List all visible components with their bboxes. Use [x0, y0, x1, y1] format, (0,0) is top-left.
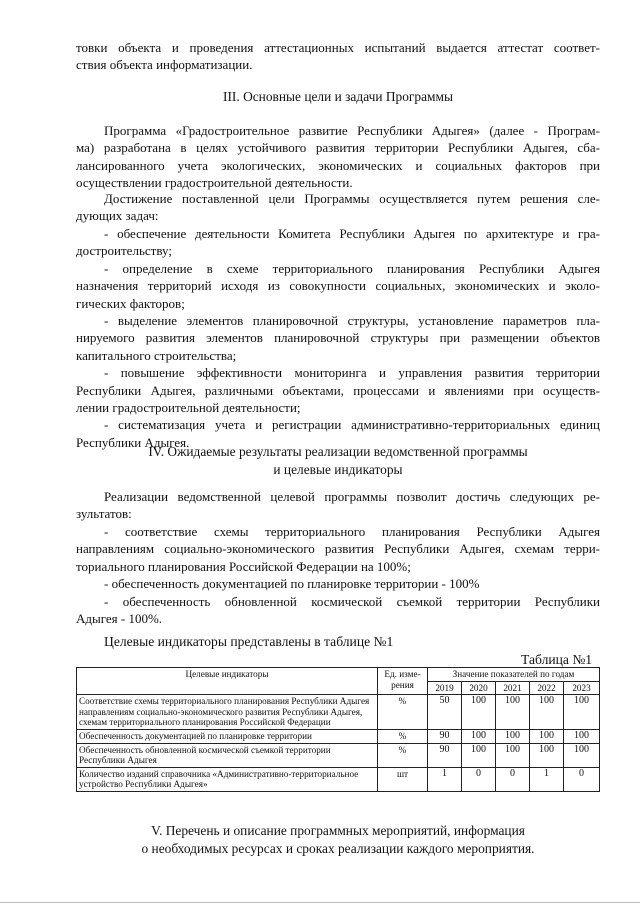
indicator-value: 0 — [564, 767, 600, 791]
indicator-value: 100 — [564, 729, 600, 743]
section-3-title-text: III. Основные цели и задачи Программы — [223, 89, 453, 104]
indicator-value: 0 — [462, 767, 496, 791]
indicators-table — [76, 667, 600, 792]
list-item: - выделение элементов планировочной структуры, установление параметров пла- — [104, 313, 600, 329]
text-line: достроительству; — [76, 243, 172, 259]
indicator-value: 0 — [496, 767, 530, 791]
table-header-row — [77, 668, 600, 682]
header-year: 2022 — [530, 681, 564, 695]
table-row — [77, 729, 600, 743]
indicator-value: 100 — [496, 743, 530, 767]
text-line: назначения территорий исходя из совокупности социальных, экономических и эколо- — [76, 278, 600, 294]
page-edge-divider — [0, 902, 640, 903]
indicator-value: 100 — [564, 695, 600, 730]
indicator-value: 100 — [530, 729, 564, 743]
text-line: лансированного учета экологических, экономических и социальных факторов при — [76, 157, 600, 173]
text-line: гических факторов; — [76, 295, 185, 311]
list-item: - определение в схеме территориального планирования Республики Адыгея — [104, 260, 600, 276]
intro-paragraph — [76, 39, 600, 74]
indicator-value: 100 — [564, 743, 600, 767]
indicator-value: 100 — [530, 695, 564, 730]
section-3-title — [76, 88, 600, 106]
indicator-value: 1 — [530, 767, 564, 791]
indicator-value: 100 — [462, 743, 496, 767]
section-5-title-line: V. Перечень и описание программных мероприятий, информация — [151, 823, 525, 838]
section-4-title-line: и целевые индикаторы — [273, 461, 403, 477]
section-3-paragraph-1 — [76, 122, 600, 192]
text-line: нируемого развития элементов планировочной структуры при размещении объектов — [76, 330, 600, 346]
indicator-name: Соответствие схемы территориального планирования Республики Адыгея направлениям социально-экономического развития Республики Адыгея, схемам территориального планирования Российской Федерации — [77, 695, 378, 730]
indicator-value: 90 — [428, 729, 462, 743]
indicator-name: Количество изданий справочника «Административно-территориальное устройство Республики Адыгея» — [77, 767, 378, 791]
text-line: товки объекта и проведения аттестационных испытаний выдается аттестат соответ- — [76, 40, 600, 55]
table-caption: Таблица №1 — [521, 652, 593, 667]
text-line: Достижение поставленной цели Программы осуществляется путем решения сле- — [104, 191, 600, 206]
indicator-unit: % — [378, 743, 428, 767]
indicator-value: 100 — [496, 729, 530, 743]
indicator-unit: шт — [378, 767, 428, 791]
indicator-value: 100 — [496, 695, 530, 730]
header-unit: Ед. изме-рения — [378, 668, 428, 695]
header-year: 2020 — [462, 681, 496, 695]
header-year: 2019 — [428, 681, 462, 695]
list-item: - повышение эффективности мониторинга и управления развития территории — [104, 365, 600, 381]
task-list — [76, 225, 600, 451]
text-line: дующих задач: — [76, 208, 159, 224]
text-line: лении градостроительной деятельности; — [76, 400, 301, 416]
indicator-value: 100 — [462, 695, 496, 730]
header-values: Значение показателей по годам — [428, 668, 600, 682]
list-item: - обеспеченность документацией по планировке территории - 100% — [104, 576, 480, 592]
text-line: ствия объекта информатизации. — [76, 57, 253, 73]
text-line: Программа «Градостроительное развитие Республики Адыгея» (далее - Програм- — [104, 123, 600, 138]
indicator-name: Обеспеченность документацией по планировке территории — [77, 729, 378, 743]
section-5-title — [76, 822, 600, 857]
text-line: направлениям социально-экономического развития Республики Адыгея, схемам терри- — [76, 541, 600, 557]
section-4-title — [76, 443, 600, 478]
text-line: Адыгея - 100%. — [76, 611, 163, 627]
table-row — [77, 767, 600, 791]
header-year: 2023 — [564, 681, 600, 695]
list-item: - обеспечение деятельности Комитета Республики Адыгея по архитектуре и гра- — [104, 226, 600, 241]
indicator-unit: % — [378, 729, 428, 743]
section-4-paragraph — [76, 488, 600, 523]
indicator-unit: % — [378, 695, 428, 730]
table-intro: Целевые индикаторы представлены в таблице №1 — [104, 634, 394, 649]
indicator-value: 100 — [530, 743, 564, 767]
table-row — [77, 695, 600, 730]
text-line: ториального планирования Российской Федерации на 100%; — [76, 558, 411, 574]
indicator-value: 90 — [428, 743, 462, 767]
text-line: Республики Адыгея. — [76, 434, 190, 450]
list-item: - соответствие схемы территориального планирования Республики Адыгея — [104, 524, 600, 539]
header-indicators: Целевые индикаторы — [77, 668, 378, 695]
section-4-title-line: IV. Ожидаемые результаты реализации ведомственной программы — [148, 444, 528, 459]
section-5-title-line: о необходимых ресурсах и сроках реализации каждого мероприятия. — [141, 840, 535, 856]
results-list — [76, 523, 600, 627]
text-line: Реализации ведомственной целевой программы позволит достичь следующих ре- — [104, 489, 600, 504]
text-line: осуществлении градостроительной деятельности. — [76, 175, 353, 191]
text-line: ма) разработана в целях устойчивого развития территории Республики Адыгея, сба- — [76, 140, 600, 156]
indicator-name: Обеспеченность обновленной космической съемкой территории Республики Адыгея — [77, 743, 378, 767]
list-item: - обеспеченность обновленной космической съемкой территории Республики — [104, 593, 600, 609]
text-line: Республики Адыгея, различными объектами, процессами и явлениями при осуществ- — [76, 382, 600, 398]
section-3-paragraph-2 — [76, 190, 600, 225]
text-line: зультатов: — [76, 506, 132, 522]
text-line: капитального строительства; — [76, 347, 237, 363]
indicator-value: 50 — [428, 695, 462, 730]
header-year: 2021 — [496, 681, 530, 695]
indicator-value: 100 — [462, 729, 496, 743]
indicator-value: 1 — [428, 767, 462, 791]
list-item: - систематизация учета и регистрации административно-территориальных единиц — [104, 417, 600, 433]
table-row — [77, 743, 600, 767]
